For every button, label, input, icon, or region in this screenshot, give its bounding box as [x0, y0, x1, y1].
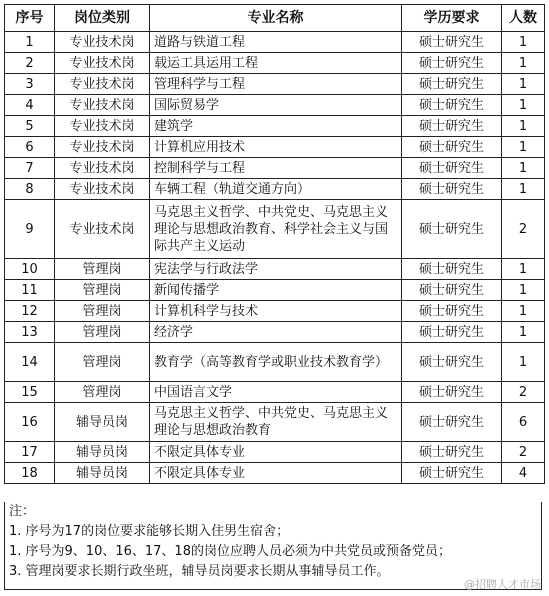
header-major: 专业名称 [150, 5, 402, 32]
table-row [5, 74, 545, 95]
table-row [5, 53, 545, 74]
row-type: 管理岗 [55, 280, 150, 301]
row-no: 16 [5, 403, 55, 442]
table-row [5, 158, 545, 179]
row-major: 不限定具体专业 [150, 463, 402, 484]
row-count: 4 [502, 463, 545, 484]
row-edu: 硕士研究生 [402, 74, 502, 95]
table-header-row [5, 5, 545, 32]
row-edu: 硕士研究生 [402, 463, 502, 484]
row-edu: 硕士研究生 [402, 403, 502, 442]
row-count: 1 [502, 137, 545, 158]
row-edu: 硕士研究生 [402, 32, 502, 53]
row-no: 1 [5, 32, 55, 53]
row-major: 建筑学 [150, 116, 402, 137]
row-no: 5 [5, 116, 55, 137]
row-major: 管理科学与工程 [150, 74, 402, 95]
table-row [5, 116, 545, 137]
row-major: 计算机应用技术 [150, 137, 402, 158]
note-line: 1. 序号为17的岗位要求能够长期入住男生宿舍； [9, 524, 290, 539]
row-no: 11 [5, 280, 55, 301]
table-row [5, 403, 545, 442]
row-no: 12 [5, 301, 55, 322]
table-row [5, 301, 545, 322]
row-count: 1 [502, 116, 545, 137]
row-type: 专业技术岗 [55, 32, 150, 53]
header-count: 人数 [502, 5, 545, 32]
table-row [5, 95, 545, 116]
row-type: 专业技术岗 [55, 179, 150, 200]
row-edu: 硕士研究生 [402, 382, 502, 403]
row-count: 1 [502, 32, 545, 53]
row-major: 车辆工程（轨道交通方向） [150, 179, 402, 200]
row-major: 教育学（高等教育学或职业技术教育学） [150, 343, 402, 382]
row-type: 辅导员岗 [55, 442, 150, 463]
row-count: 1 [502, 74, 545, 95]
row-no: 3 [5, 74, 55, 95]
header-edu: 学历要求 [402, 5, 502, 32]
row-major: 中国语言文学 [150, 382, 402, 403]
table-row [5, 32, 545, 53]
row-type: 管理岗 [55, 343, 150, 382]
row-count: 2 [502, 200, 545, 259]
row-major: 道路与铁道工程 [150, 32, 402, 53]
row-count: 1 [502, 53, 545, 74]
row-major: 宪法学与行政法学 [150, 259, 402, 280]
header-type: 岗位类别 [55, 5, 150, 32]
row-no: 14 [5, 343, 55, 382]
row-count: 1 [502, 280, 545, 301]
row-count: 1 [502, 95, 545, 116]
row-type: 专业技术岗 [55, 74, 150, 95]
row-type: 管理岗 [55, 259, 150, 280]
watermark: @招聘人才市场 [464, 578, 541, 591]
row-edu: 硕士研究生 [402, 442, 502, 463]
row-no: 8 [5, 179, 55, 200]
row-major: 计算机科学与技术 [150, 301, 402, 322]
table-row [5, 179, 545, 200]
header-no: 序号 [5, 5, 55, 32]
row-edu: 硕士研究生 [402, 158, 502, 179]
table-row [5, 137, 545, 158]
row-no: 2 [5, 53, 55, 74]
row-edu: 硕士研究生 [402, 53, 502, 74]
row-no: 17 [5, 442, 55, 463]
row-no: 7 [5, 158, 55, 179]
row-edu: 硕士研究生 [402, 116, 502, 137]
table-row [5, 322, 545, 343]
table-row [5, 280, 545, 301]
row-type: 辅导员岗 [55, 403, 150, 442]
row-major: 不限定具体专业 [150, 442, 402, 463]
note-line: 1. 序号为9、10、16、17、18的岗位应聘人员必须为中共党员或预备党员； [9, 544, 451, 559]
row-count: 6 [502, 403, 545, 442]
row-edu: 硕士研究生 [402, 179, 502, 200]
row-edu: 硕士研究生 [402, 280, 502, 301]
row-major: 马克思主义哲学、中共党史、马克思主义理论与思想政治教育、科学社会主义与国际共产主义运动 [150, 200, 402, 259]
row-edu: 硕士研究生 [402, 200, 502, 259]
row-no: 10 [5, 259, 55, 280]
row-edu: 硕士研究生 [402, 301, 502, 322]
row-major: 载运工具运用工程 [150, 53, 402, 74]
row-no: 4 [5, 95, 55, 116]
table-row [5, 463, 545, 484]
table-row [5, 382, 545, 403]
row-major: 经济学 [150, 322, 402, 343]
recruitment-table [4, 4, 545, 484]
table-row [5, 442, 545, 463]
row-no: 13 [5, 322, 55, 343]
row-major: 新闻传播学 [150, 280, 402, 301]
table-row [5, 259, 545, 280]
row-count: 1 [502, 343, 545, 382]
table-row [5, 343, 545, 382]
row-no: 9 [5, 200, 55, 259]
notes-title: 注： [9, 504, 36, 519]
row-count: 2 [502, 442, 545, 463]
row-edu: 硕士研究生 [402, 343, 502, 382]
row-type: 专业技术岗 [55, 137, 150, 158]
row-edu: 硕士研究生 [402, 137, 502, 158]
row-no: 6 [5, 137, 55, 158]
row-type: 专业技术岗 [55, 200, 150, 259]
row-type: 专业技术岗 [55, 158, 150, 179]
row-major: 马克思主义哲学、中共党史、马克思主义理论与思想政治教育 [150, 403, 402, 442]
row-no: 15 [5, 382, 55, 403]
row-count: 1 [502, 158, 545, 179]
table-row [5, 200, 545, 259]
row-type: 管理岗 [55, 322, 150, 343]
row-count: 1 [502, 179, 545, 200]
row-type: 辅导员岗 [55, 463, 150, 484]
row-edu: 硕士研究生 [402, 322, 502, 343]
row-type: 专业技术岗 [55, 95, 150, 116]
row-type: 专业技术岗 [55, 116, 150, 137]
row-count: 1 [502, 259, 545, 280]
row-major: 控制科学与工程 [150, 158, 402, 179]
row-type: 管理岗 [55, 301, 150, 322]
notes [4, 502, 542, 590]
row-no: 18 [5, 463, 55, 484]
row-type: 管理岗 [55, 382, 150, 403]
row-type: 专业技术岗 [55, 53, 150, 74]
row-edu: 硕士研究生 [402, 259, 502, 280]
row-count: 1 [502, 322, 545, 343]
row-count: 2 [502, 382, 545, 403]
row-major: 国际贸易学 [150, 95, 402, 116]
row-edu: 硕士研究生 [402, 95, 502, 116]
note-line: 3. 管理岗要求长期行政坐班，辅导员岗要求长期从事辅导员工作。 [9, 564, 390, 579]
row-count: 1 [502, 301, 545, 322]
